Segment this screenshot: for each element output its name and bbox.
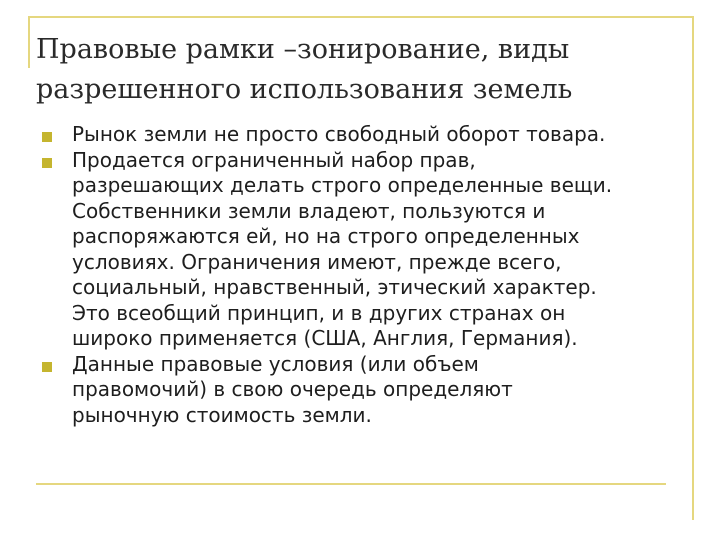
left-divider — [28, 16, 30, 68]
bullet-line: рыночную стоимость земли. — [72, 402, 372, 427]
bullet-text — [72, 122, 686, 148]
bottom-divider — [36, 483, 666, 485]
bullet-line: широко применяется (США, Англия, Германия). — [72, 326, 578, 350]
square-bullet-icon — [42, 132, 52, 142]
bullet-line: распоряжаются ей, но на строго определенных — [72, 224, 580, 248]
bullet-line: социальный, нравственный, этический характер. — [72, 275, 597, 299]
bullet-item — [36, 122, 686, 148]
right-divider — [692, 16, 694, 520]
bullet-text — [72, 352, 686, 429]
square-bullet-icon — [42, 158, 52, 168]
top-divider — [28, 16, 694, 18]
bullet-line: условиях. Ограничения имеют, прежде всего, — [72, 249, 562, 274]
bullet-item — [36, 352, 686, 429]
bullet-line: Собственники земли владеют, пользуются и — [72, 198, 546, 223]
bullet-line: Данные правовые условия (или объем — [72, 351, 479, 376]
slide-title-line: разрешенного использования земель — [36, 74, 573, 105]
bullet-item — [36, 148, 686, 352]
bullet-list — [36, 122, 686, 428]
slide-title — [36, 30, 676, 110]
square-bullet-icon — [42, 362, 52, 372]
slide-title-line: Правовые рамки –зонирование, виды — [36, 34, 570, 65]
bullet-line: Продается ограниченный набор прав, — [72, 147, 476, 172]
bullet-line: Это всеобщий принцип, и в других странах он — [72, 300, 566, 325]
bullet-line: правомочий) в свою очередь определяют — [72, 377, 513, 401]
bullet-text — [72, 148, 686, 352]
bullet-line: разрешающих делать строго определенные вещи. — [72, 173, 613, 197]
bullet-line: Рынок земли не просто свободный оборот товара. — [72, 122, 606, 146]
